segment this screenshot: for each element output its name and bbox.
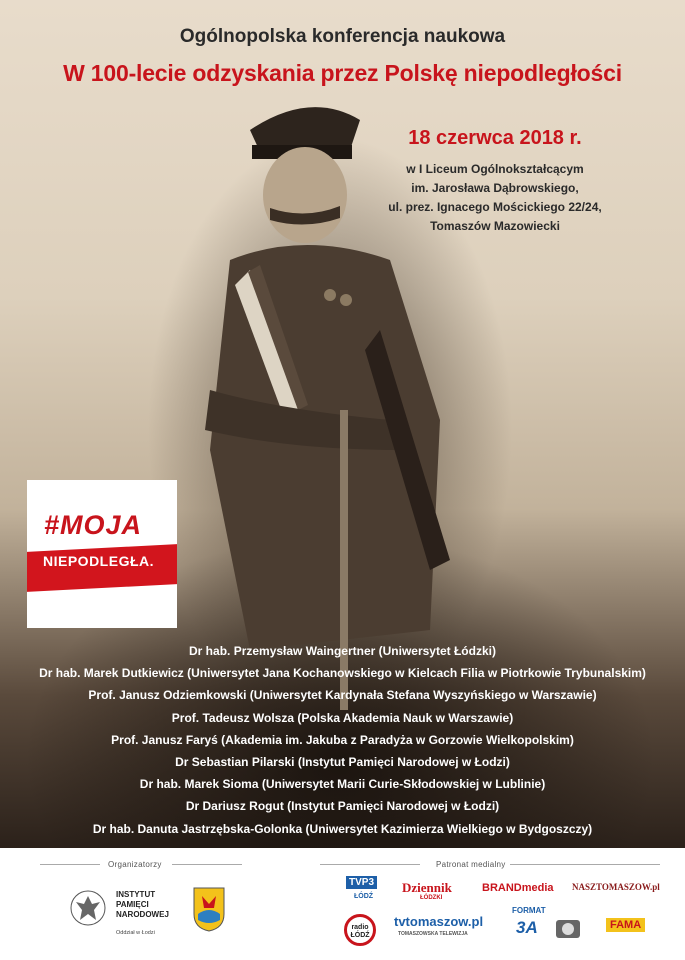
radio-lodz-logo: radio ŁÓDŹ: [344, 914, 376, 946]
nasztomaszow-logo: NASZTOMASZOW.pl: [572, 882, 660, 892]
venue-line: ul. prez. Ignacego Mościckiego 22/24,: [388, 200, 602, 214]
divider: [172, 864, 242, 865]
media-label: Patronat medialny: [436, 860, 506, 869]
speaker-item: Dr hab. Marek Sioma (Uniwersytet Marii Curie-Skłodowskiej w Lublinie): [139, 777, 546, 792]
ipn-branch: Oddział w Łodzi: [116, 930, 155, 936]
event-date: 18 czerwca 2018 r.: [408, 127, 582, 149]
ipn-logo-text: [116, 890, 169, 920]
tvp3-logo: TVP3: [346, 876, 377, 889]
format-number: 3A: [516, 918, 538, 937]
divider: [40, 864, 100, 865]
footer-sponsors: [0, 848, 685, 960]
ipn-line: NARODOWEJ: [116, 910, 169, 919]
divider: [510, 864, 660, 865]
format-logo: FORMAT: [512, 906, 546, 915]
speaker-item: Dr hab. Przemysław Waingertner (Uniwersytet Łódzki): [189, 644, 496, 658]
organizers-label: Organizatorzy: [108, 860, 162, 869]
ipn-line: PAMIĘCI: [116, 900, 149, 909]
speaker-item: Prof. Janusz Faryś (Akademia im. Jakuba z Paradyża w Gorzowie Wielkopolskim): [111, 732, 574, 747]
speaker-item: Prof. Janusz Odziemkowski (Uniwersytet Kardynała Stefana Wyszyńskiego w Warszawie): [88, 688, 597, 703]
speakers-list: [0, 640, 685, 840]
ipn-eagle-icon: [70, 888, 106, 928]
dziennik-logo: Dziennik: [402, 880, 452, 895]
camera-icon: [554, 914, 582, 942]
conference-subtitle: Ogólnopolska konferencja naukowa: [179, 26, 506, 47]
speaker-item: Dr Sebastian Pilarski (Instytut Pamięci Narodowej w Łodzi): [175, 755, 510, 770]
coat-of-arms-icon: [192, 886, 226, 932]
speaker-item: Prof. Tadeusz Wolsza (Polska Akademia Nauk w Warszawie): [171, 710, 514, 725]
brandmedia-logo: BRANDmedia: [482, 882, 554, 894]
badge-hashtag: #MOJA: [44, 510, 143, 540]
venue-line: Tomaszów Mazowiecki: [430, 219, 560, 233]
conference-title: W 100-lecie odzyskania przez Polskę niepodległości: [63, 60, 622, 86]
tvtomaszow-logo: tvtomaszow.pl: [394, 914, 484, 929]
divider: [320, 864, 420, 865]
fama-logo: FAMA: [606, 918, 645, 932]
tvp3-city: ŁÓDŹ: [354, 893, 374, 900]
ipn-line: INSTYTUT: [116, 890, 156, 899]
speaker-item: Dr hab. Marek Dutkiewicz (Uniwersytet Jana Kochanowskiego w Kielcach Filia w Piotrkowie Trybunalskim): [39, 666, 646, 681]
venue-line: w I Liceum Ogólnokształcącym: [406, 162, 584, 176]
event-venue: [375, 160, 615, 236]
tvtomaszow-sub: TOMASZOWSKA TELEWIZJA: [398, 931, 468, 937]
badge-word: NIEPODLEGŁA.: [43, 553, 155, 569]
venue-line: im. Jarosława Dąbrowskiego,: [411, 181, 579, 195]
speaker-item: Dr hab. Danuta Jastrzębska-Golonka (Uniwersytet Kazimierza Wielkiego w Bydgoszczy): [92, 821, 593, 836]
speaker-item: Dr Dariusz Rogut (Instytut Pamięci Narodowej w Łodzi): [185, 799, 500, 814]
moja-niepodlegla-badge: [27, 480, 177, 628]
dziennik-sub: ŁÓDZKI: [420, 895, 443, 901]
